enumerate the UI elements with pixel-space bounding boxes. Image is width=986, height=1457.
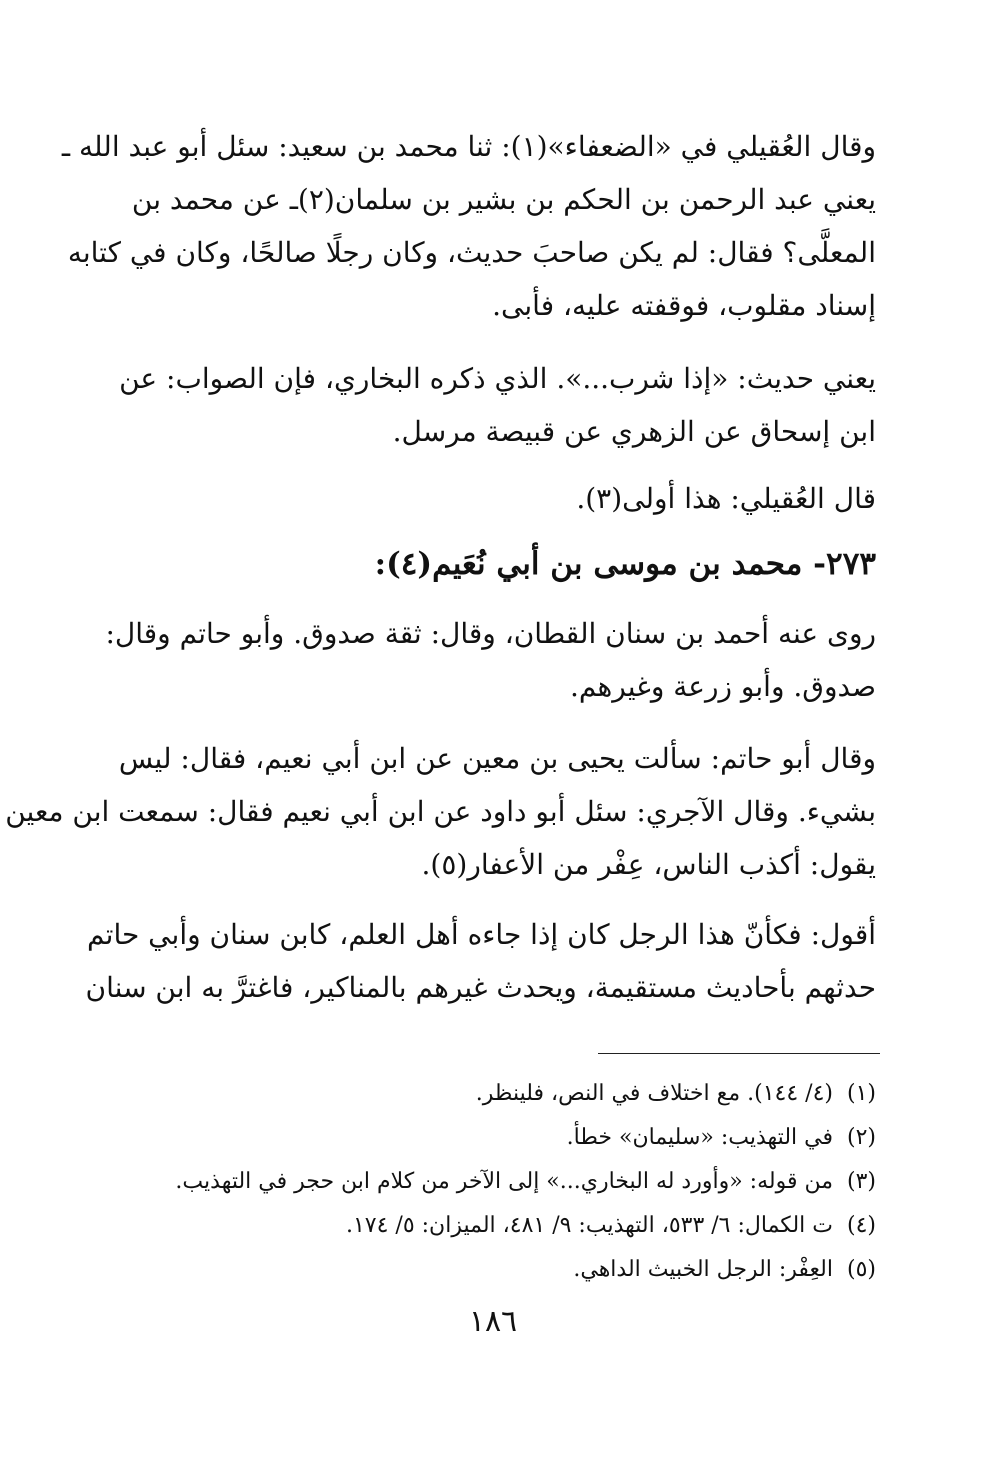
footnote-item bbox=[104, 1248, 876, 1292]
footnote-item bbox=[104, 1160, 876, 1204]
footnote-item bbox=[104, 1116, 876, 1160]
text-line: إسناد مقلوب، فوقفته عليه، فأبى. bbox=[492, 289, 876, 322]
paragraph-narrators bbox=[104, 607, 876, 713]
footnote-item bbox=[104, 1072, 876, 1116]
footnote-text: العِفْر: الرجل الخبيث الداهي. bbox=[573, 1257, 833, 1282]
footnote-number: (٤) bbox=[846, 1213, 876, 1238]
footnote-text: من قوله: «وأورد له البخاري...» إلى الآخر من كلام ابن حجر في التهذيب. bbox=[175, 1169, 833, 1194]
page-number: ١٨٦ bbox=[468, 1304, 518, 1339]
footnote-item bbox=[104, 1204, 876, 1248]
text-line: ابن إسحاق عن الزهري عن قبيصة مرسل. bbox=[392, 415, 876, 448]
footnote-number: (٥) bbox=[846, 1257, 876, 1282]
footnote-number: (١) bbox=[846, 1081, 876, 1106]
text-line: روى عنه أحمد بن سنان القطان، وقال: ثقة صدوق. وأبو حاتم وقال: bbox=[105, 617, 876, 650]
text-line: يعني عبد الرحمن بن الحكم بن بشير بن سلمان(٢)ـ عن محمد بن bbox=[131, 183, 876, 216]
text-line: المعلَّى؟ فقال: لم يكن صاحبَ حديث، وكان رجلًا صالحًا، وكان في كتابه bbox=[67, 236, 876, 269]
footnote-text: ت الكمال: ٦/ ٥٣٣، التهذيب: ٩/ ٤٨١، الميزان: ٥/ ١٧٤. bbox=[345, 1213, 833, 1238]
text-line: أقول: فكأنّ هذا الرجل كان إذا جاءه أهل العلم، كابن سنان وأبي حاتم bbox=[87, 918, 876, 951]
footnote-text: في التهذيب: «سليمان» خطأ. bbox=[566, 1125, 833, 1150]
text-line: يقول: أكذب الناس، عِفْر من الأعفار(٥). bbox=[421, 848, 876, 881]
paragraph-abu-hatim bbox=[5, 732, 876, 891]
text-line: وقال العُقيلي في «الضعفاء»(١): ثنا محمد بن سعيد: سئل أبو عبد الله ـ bbox=[61, 130, 876, 163]
paragraph-author-comment bbox=[85, 908, 876, 1014]
text-line: صدوق. وأبو زرعة وغيرهم. bbox=[569, 670, 876, 703]
text-line: حدثهم بأحاديث مستقيمة، ويحدث غيرهم بالمناكير، فاغترَّ به ابن سنان bbox=[85, 971, 876, 1004]
footnote-number: (٣) bbox=[846, 1169, 876, 1194]
text-line: يعني حديث: «إذا شرب...». الذي ذكره البخاري، فإن الصواب: عن bbox=[119, 362, 876, 395]
paragraph-aqili-verdict bbox=[104, 472, 876, 525]
paragraph-hadith-note bbox=[104, 352, 876, 458]
paragraph-aqili-quote bbox=[61, 120, 876, 332]
footnote-text: (٤/ ١٤٤). مع اختلاف في النص، فلينظر. bbox=[475, 1081, 833, 1106]
footnote-number: (٢) bbox=[846, 1125, 876, 1150]
text-line: وقال أبو حاتم: سألت يحيى بن معين عن ابن أبي نعيم، فقال: ليس bbox=[118, 742, 876, 775]
entry-heading: ٢٧٣- محمد بن موسى بن أبي نُعَيم(٤): bbox=[374, 546, 876, 582]
footnotes bbox=[104, 1072, 876, 1292]
text-line: قال العُقيلي: هذا أولى(٣). bbox=[576, 482, 876, 515]
footnote-divider bbox=[598, 1053, 880, 1054]
text-line: بشيء. وقال الآجري: سئل أبو داود عن ابن أبي نعيم فقال: سمعت ابن معين bbox=[5, 795, 876, 828]
